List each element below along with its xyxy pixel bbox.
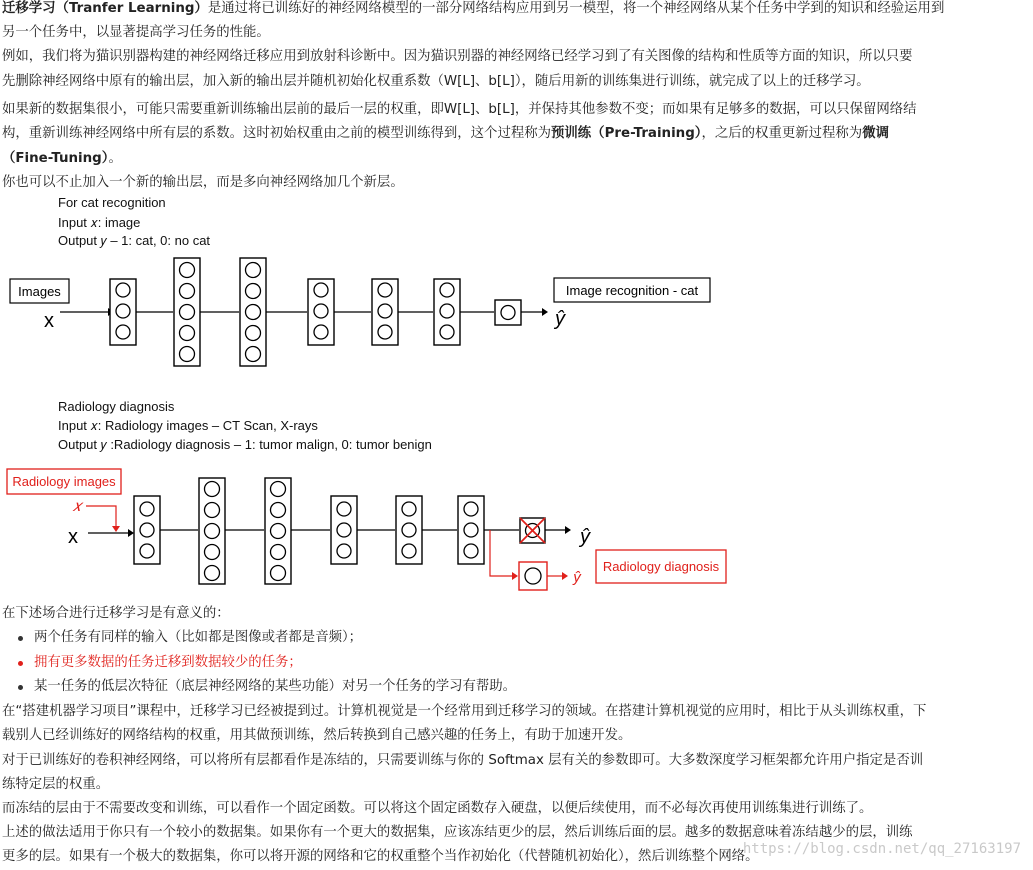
course-line-1: 在“搭建机器学习项目”课程中，迁移学习已经被提到过。计算机视觉是一个经常用到迁移学习的领域。在搭建计算机视觉的应用时，相比于从头训练权重，下: [2, 704, 927, 719]
fig2-layer-1: [134, 496, 160, 564]
fig2-layer-4: [331, 496, 357, 564]
fig1-output-node: [495, 300, 521, 325]
fig1-input-line: Input 𝑥: image: [58, 215, 141, 230]
frozen-line-1: 对于已训练好的卷积神经网络，可以将所有层都看作是冻结的，只需要训练与你的 Softmax 层有关的参数即可。大多数深度学习框架都允许用户指定是否训: [2, 753, 924, 768]
fig2-new-yhat-label: ŷ: [573, 569, 581, 586]
fig2-new-output-node: [519, 562, 547, 590]
list-item: 拥有更多数据的任务迁移到数据较少的任务；: [14, 651, 516, 676]
fig2-layer-2: [199, 478, 225, 584]
fig1-layer-1: [110, 279, 136, 345]
example-line-1: 例如，我们将为猫识别器构建的神经网络迁移应用到放射科诊断中。因为猫识别器的神经网络已经学习到了有关图像的结构和性质等方面的知识，所以只要: [2, 49, 913, 64]
term-finetuning: 微调: [862, 126, 889, 141]
example-line-2: 先删除神经网络中原有的输出层，加入新的输出层并随机初始化权重系数（W[L]、b[L]），随后用新的训练集进行训练，就完成了以上的迁移学习。: [2, 74, 870, 89]
course-line-2: 载别人已经训练好的网络结构的权重，用其做预训练，然后转换到自己感兴趣的任务上，有助于加速开发。: [2, 728, 632, 743]
list-item: 某一任务的低层次特征（底层神经网络的某些功能）对另一个任务的学习有帮助。: [14, 675, 516, 700]
fig1-layer-5: [372, 279, 398, 345]
fixed-function-line: 而冻结的层由于不需要改变和训练，可以看作一个固定函数。可以将这个固定函数存入硬盘，以便后续使用，而不必每次再使用训练集进行训练了。: [2, 801, 873, 816]
fig2-yhat-label: ŷ: [580, 526, 590, 548]
when-useful-heading: 在下述场合进行迁移学习是有意义的：: [2, 606, 230, 621]
fig2-radiology-images-label: Radiology images: [12, 474, 116, 489]
small-data-line-1: 如果新的数据集很小，可能只需要重新训练输出层前的最后一层的权重，即W[L]、b[L]，并保持其他参数不变；而如果有足够多的数据，可以只保留网络结: [2, 102, 917, 117]
fig1-images-label: Images: [18, 284, 61, 299]
fig2-output-line: Output 𝑦 :Radiology diagnosis – 1: tumor malign, 0: tumor benign: [58, 437, 432, 452]
term-pretraining: 预训练（Pre-Training）: [551, 126, 702, 141]
fig1-layer-2: [174, 258, 200, 366]
fig2-title: Radiology diagnosis: [58, 399, 175, 414]
cat-recognition-network-diagram: [0, 250, 760, 368]
radiology-network-diagram: [0, 464, 740, 594]
intro-line-1: 迁移学习（Tranfer Learning）是通过将已训练好的神经网络模型的一部分网络结构应用到另一模型，将一个神经网络从某个任务中学到的知识和经验运用到: [2, 1, 945, 16]
fig1-layer-3: [240, 258, 266, 366]
frozen-line-2: 练特定层的权重。: [2, 777, 110, 792]
blog-watermark: https://blog.csdn.net/qq_27163197: [742, 841, 1021, 857]
conditions-list: [14, 626, 516, 700]
fig1-x-label: x: [44, 310, 54, 332]
fig2-radiology-diagnosis-label: Radiology diagnosis: [602, 559, 720, 574]
fig1-layer-6: [434, 279, 460, 345]
fig1-title: For cat recognition: [58, 195, 166, 210]
fig2-layer-3: [265, 478, 291, 584]
fig2-layer-5: [396, 496, 422, 564]
fig1-layer-4: [308, 279, 334, 345]
fig1-output-line: Output 𝑦 – 1: cat, 0: no cat: [58, 233, 211, 248]
fig1-output-label: Image recognition - cat: [565, 283, 699, 298]
fig2-layer-6: [458, 496, 484, 564]
dataset-size-line-2: 更多的层。如果有一个极大的数据集，你可以将开源的网络和它的权重整个当作初始化（代替随机初始化），然后训练整个网络。: [2, 849, 759, 864]
small-data-line-2: 构，重新训练神经网络中所有层的系数。这时初始权重由之前的模型训练得到，这个过程称为预训练（Pre-Training），之后的权重更新过程称为微调: [2, 126, 889, 141]
dataset-size-line-1: 上述的做法适用于你只有一个较小的数据集。如果你有一个更大的数据集，应该冻结更少的层，然后训练后面的层。越多的数据意味着冻结越少的层，训练: [2, 825, 913, 840]
list-item: 两个任务有同样的输入（比如都是图像或者都是音频）；: [14, 626, 516, 651]
fig2-new-x-label: 𝑥: [72, 498, 82, 515]
fig2-removed-output-node: [520, 518, 545, 543]
small-data-line-3: （Fine-Tuning）。: [2, 151, 122, 166]
fig1-yhat-label: ŷ: [555, 308, 565, 330]
add-layers-line: 你也可以不止加入一个新的输出层，而是多向神经网络加几个新层。: [2, 175, 404, 190]
fig2-x-label: x: [68, 526, 78, 548]
intro-line-2: 另一个任务中，以显著提高学习任务的性能。: [2, 25, 270, 40]
fig2-new-branch-line: [490, 530, 512, 576]
fig2-input-line: Input 𝑥: Radiology images – CT Scan, X-rays: [58, 418, 318, 433]
term-transfer-learning: 迁移学习（Tranfer Learning）: [2, 1, 208, 16]
